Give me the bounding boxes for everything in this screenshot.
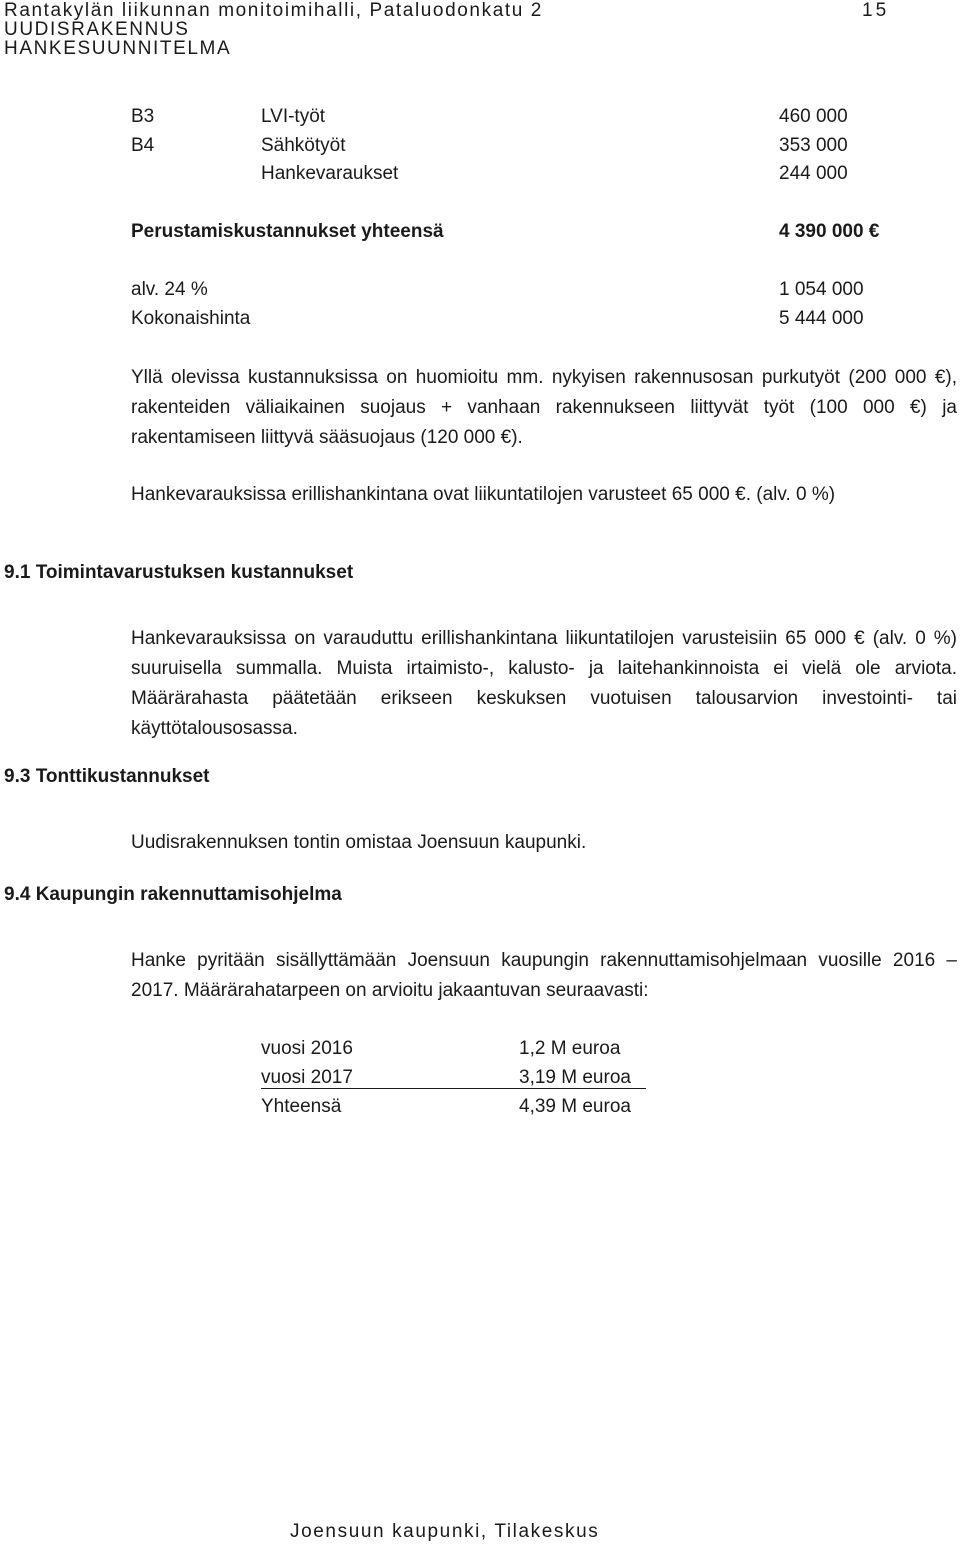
document-subtype: HANKESUUNNITELMA: [4, 38, 232, 59]
section-text: Uudisrakennuksen tontin omistaa Joensuun kaupunki.: [131, 832, 587, 853]
schedule-total-amount: 4,39 M euroa: [519, 1096, 631, 1117]
section-heading: 9.3 Tonttikustannukset: [4, 766, 210, 787]
vat-label: alv. 24 %: [131, 279, 208, 300]
schedule-amount: 3,19 M euroa: [519, 1067, 631, 1088]
schedule-underline: [261, 1088, 646, 1089]
document-title: Rantakylän liikunnan monitoimihalli, Pataluodonkatu 2: [4, 0, 543, 21]
section-text: Hanke pyritään sisällyttämään Joensuun kaupungin rakennuttamisohjelmaan vuosille 2016 – 2017. Määrärahatarpeen on arvioitu jakaantuvan seuraavasti:: [131, 950, 957, 1001]
schedule-year: vuosi 2016: [261, 1038, 353, 1059]
document-type: UUDISRAKENNUS: [4, 19, 190, 40]
page-number: 15: [862, 0, 890, 21]
cost-notes-paragraph: Yllä olevissa kustannuksissa on huomioitu mm. nykyisen rakennusosan purkutyöt (200 000 €), rakenteiden väliaikainen suojaus + vanhaan rakennukseen liittyvät työt (100 000 €) ja rakentamiseen liittyvä sääsuojaus (120 000 €).: [131, 367, 957, 448]
schedule-year: vuosi 2017: [261, 1067, 353, 1088]
grand-total-value: 5 444 000: [779, 308, 864, 329]
total-label: Perustamiskustannukset yhteensä: [131, 221, 444, 242]
footer: Joensuun kaupunki, Tilakeskus: [290, 1521, 600, 1542]
cost-label: Sähkötyöt: [261, 135, 346, 156]
section-heading: 9.1 Toimintavarustuksen kustannukset: [4, 562, 354, 583]
cost-code: B4: [131, 135, 155, 156]
total-value: 4 390 000 €: [779, 221, 880, 242]
cost-value: 353 000: [779, 135, 848, 156]
cost-value: 460 000: [779, 106, 848, 127]
cost-label: LVI-työt: [261, 106, 326, 127]
section-text: Hankevarauksissa on varauduttu erillishankintana liikuntatilojen varusteisiin 65 000 € (alv. 0 %) suuruisella summalla. Muista irtaimisto-, kalusto- ja laitehankinnoista ei vielä ole arviota. Määrärahasta päätetään erikseen keskuksen vuotuisen talousarvion investointi- tai käyttötalousosassa.: [131, 628, 957, 739]
cost-code: B3: [131, 106, 155, 127]
schedule-amount: 1,2 M euroa: [519, 1038, 621, 1059]
reservation-paragraph: Hankevarauksissa erillishankintana ovat liikuntatilojen varusteet 65 000 €. (alv. 0 %): [131, 484, 836, 505]
section-heading: 9.4 Kaupungin rakennuttamisohjelma: [4, 884, 342, 905]
grand-total-label: Kokonaishinta: [131, 308, 251, 329]
schedule-total-label: Yhteensä: [261, 1096, 342, 1117]
cost-label: Hankevaraukset: [261, 163, 399, 184]
cost-value: 244 000: [779, 163, 848, 184]
vat-value: 1 054 000: [779, 279, 864, 300]
